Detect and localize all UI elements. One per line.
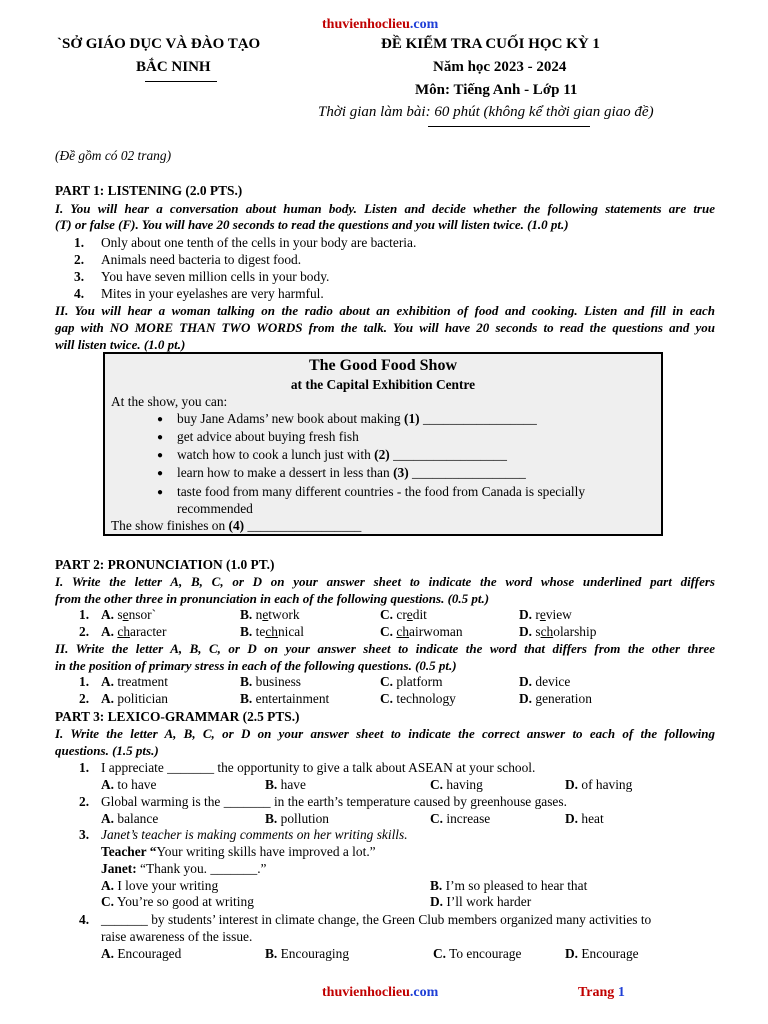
box-item-4: learn how to make a dessert in less than (3) _________________ — [177, 465, 526, 480]
part2-ii-instruction-line1: II. Write the letter A, B, C, or D on your answer sheet to indicate the word that differs from the other three — [55, 641, 715, 656]
grammar-question-4: 4. _______ by students’ interest in climate change, the Green Club members organized many activities to — [79, 912, 652, 927]
grammar-question-1: 1. I appreciate _______ the opportunity to give a talk about ASEAN at your school. — [79, 760, 536, 775]
list-item: 1. Only about one tenth of the cells in your body are bacteria. — [74, 235, 417, 250]
school-year: Năm học 2023 - 2024 — [433, 59, 567, 75]
box-end-line: The show finishes on (4) _________________ — [111, 518, 362, 533]
subject: Môn: Tiếng Anh - Lớp 11 — [415, 82, 578, 98]
site-name: thuvienhoclieu — [322, 17, 410, 32]
grammar-question-3: 3. Janet’s teacher is making comments on her writing skills. — [79, 827, 408, 842]
pron-question-1: 1. A. sensor` B. network C. credit D. review — [79, 607, 572, 622]
list-item: 2. Animals need bacteria to digest food. — [74, 252, 302, 267]
grammar-question-3-options-cd: C. You’re so good at writing D. I’ll work harder — [101, 894, 532, 909]
site-banner-bottom — [322, 984, 438, 1001]
grammar-question-4-options: A. Encouraged B. Encouraging C. To encourage D. Encourage — [101, 946, 639, 961]
part1-title: PART 1: LISTENING (2.0 PTS.) — [55, 183, 243, 198]
stress-question-1: 1. A. treatment B. business C. platform D. device — [79, 674, 571, 689]
part2-i-instruction-line2: from the other three in pronunciation in each of the following questions. (0.5 pt.) — [55, 591, 490, 606]
box-item-3: watch how to cook a lunch just with (2) _________________ — [177, 447, 507, 462]
bullet-icon: ● — [157, 468, 164, 479]
site-banner-top — [322, 16, 438, 33]
bullet-icon: ● — [157, 450, 164, 461]
part3-title: PART 3: LEXICO-GRAMMAR (2.5 PTS.) — [55, 709, 300, 724]
part1-ii-instruction-line2: gap with NO MORE THAN TWO WORDS from the talk. You will have 20 seconds to read the questions and you — [55, 320, 715, 335]
box-item-5: taste food from many different countries - the food from Canada is specially — [177, 484, 586, 499]
header-underline-left — [145, 81, 217, 82]
box-item-1: buy Jane Adams’ new book about making (1) _________________ — [177, 411, 537, 426]
bullet-icon: ● — [157, 487, 164, 498]
site-ext: .com — [409, 17, 439, 32]
bullet-icon: ● — [157, 432, 164, 443]
stress-question-2: 2. A. politician B. entertainment C. technology D. generation — [79, 691, 592, 706]
part2-ii-instruction-line2: in the position of primary stress in each of the following questions. (0.5 pt.) — [55, 658, 457, 673]
part1-i-instruction-line1: I. You will hear a conversation about human body. Listen and decide whether the following statements are true — [55, 201, 715, 216]
dialogue-teacher: Teacher “Your writing skills have improved a lot.” — [101, 844, 376, 859]
grammar-question-2: 2. Global warming is the _______ in the earth’s temperature caused by greenhouse gases. — [79, 794, 567, 809]
grammar-question-2-options: A. balance B. pollution C. increase D. heat — [101, 811, 604, 826]
box-item-2: get advice about buying fresh fish — [177, 429, 359, 444]
part2-title: PART 2: PRONUNCIATION (1.0 PT.) — [55, 557, 275, 572]
part2-i-instruction-line1: I. Write the letter A, B, C, or D on your answer sheet to indicate the word whose underlined part differs — [55, 574, 715, 589]
list-item: 4. Mites in your eyelashes are very harmful. — [74, 286, 324, 301]
province-name: BẮC NINH — [136, 59, 211, 75]
header-underline-right — [428, 126, 590, 127]
part3-instruction-line2: questions. (1.5 pts.) — [55, 743, 159, 758]
exam-title: ĐỀ KIỂM TRA CUỐI HỌC KỲ 1 — [381, 36, 600, 52]
box-title: The Good Food Show — [308, 357, 458, 374]
exam-duration: Thời gian làm bài: 60 phút (không kể thời gian giao đề) — [318, 104, 654, 120]
grammar-question-4-cont: raise awareness of the issue. — [101, 929, 253, 944]
grammar-question-3-options-ab: A. I love your writing B. I’m so pleased to hear that — [101, 878, 588, 893]
part1-i-instruction-line2: (T) or false (F). You will have 20 seconds to read the questions and you will listen twice. (1.0 pt.) — [55, 217, 569, 232]
box-intro: At the show, you can: — [111, 394, 228, 409]
pages-note: (Đề gồm có 02 trang) — [55, 148, 172, 163]
part1-ii-instruction-line1: II. You will hear a woman talking on the radio about an exhibition of food and cooking. Listen and fill in each — [55, 303, 715, 318]
part3-instruction-line1: I. Write the letter A, B, C, or D on your answer sheet to indicate the correct answer to each of the following — [55, 726, 715, 741]
site-ext: .com — [409, 985, 439, 1000]
bullet-icon: ● — [157, 414, 164, 425]
grammar-question-1-options: A. to have B. have C. having D. of having — [101, 777, 633, 792]
list-item: 3. You have seven million cells in your body. — [74, 269, 330, 284]
pron-question-2: 2. A. character B. technical C. chairwoman D. scholarship — [79, 624, 597, 639]
box-subtitle: at the Capital Exhibition Centre — [290, 377, 476, 392]
part1-ii-instruction-line3: will listen twice. (1.0 pt.) — [55, 337, 186, 352]
page-number: Trang 1 — [578, 985, 625, 1000]
good-food-show-box — [103, 352, 663, 536]
site-name: thuvienhoclieu — [322, 985, 410, 1000]
dialogue-janet: Janet: “Thank you. _______.” — [101, 861, 267, 876]
box-item-5-cont: recommended — [177, 501, 253, 516]
department-name: `SỞ GIÁO DỤC VÀ ĐÀO TẠO — [57, 36, 261, 52]
